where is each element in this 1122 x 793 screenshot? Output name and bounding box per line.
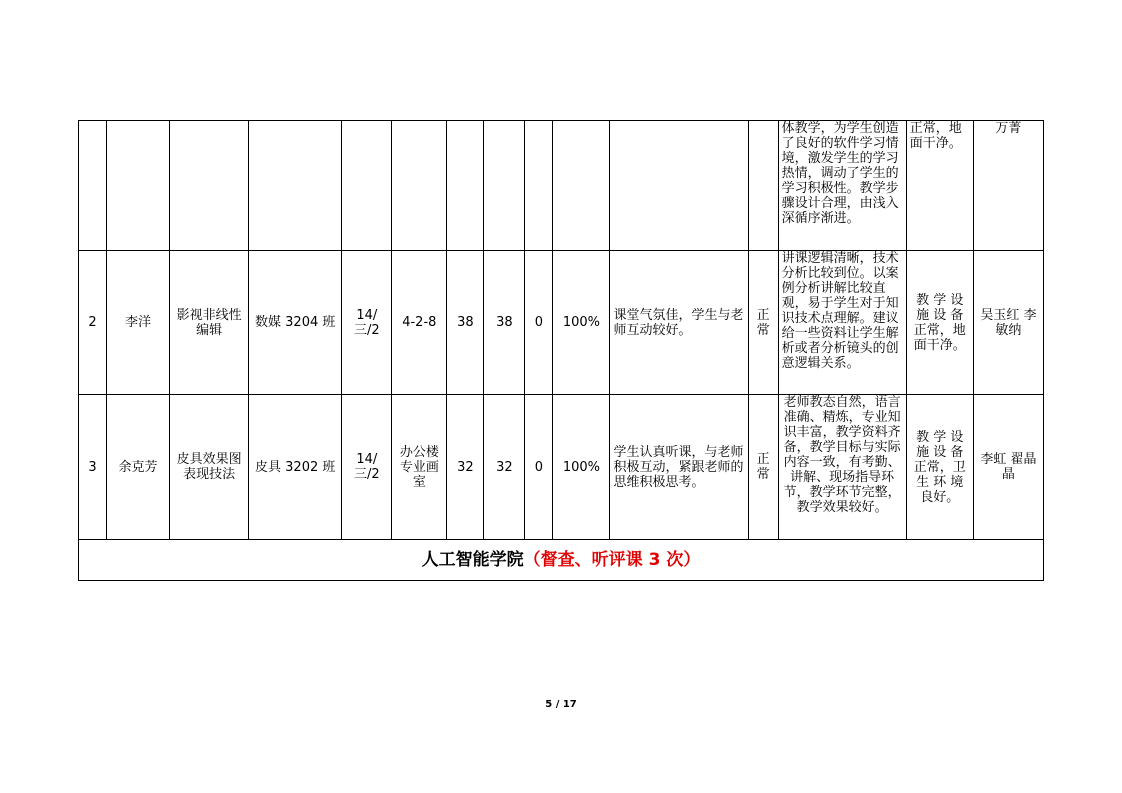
status-cell — [748, 121, 778, 251]
period-cell: 办公楼专业画室 — [392, 395, 447, 540]
table-row — [79, 121, 1044, 251]
situation-cell: 课堂气氛佳，学生与老师互动较好。 — [610, 251, 748, 395]
evaluation-cell: 讲课逻辑清晰，技术分析比较到位。以案例分析讲解比较直观，易于学生对于知识技术点理解。建议给一些资料让学生解析或者分析镜头的创意逻辑关系。 — [778, 251, 906, 395]
absent-cell: 0 — [525, 251, 553, 395]
inspector-cell: 吴玉红 李敏纳 — [973, 251, 1043, 395]
index-cell — [79, 121, 107, 251]
facility-cell: 正常，地面干净。 — [906, 121, 973, 251]
absent-cell: 0 — [525, 395, 553, 540]
inspector-cell: 李虹 翟晶晶 — [973, 395, 1043, 540]
situation-cell: 学生认真听课，与老师积极互动，紧跟老师的思维积极思考。 — [610, 395, 748, 540]
teacher-cell: 余克芳 — [107, 395, 170, 540]
evaluation-cell: 老师教态自然，语言准确、精炼，专业知识丰富，教学资料齐备，教学目标与实际内容一致，有考勤、讲解、现场指导环节，教学环节完整，教学效果较好。 — [778, 395, 906, 540]
situation-cell — [610, 121, 748, 251]
period-cell: 4-2-8 — [392, 251, 447, 395]
status-text: 正常 — [756, 307, 770, 338]
section-note: （督查、听评课 3 次） — [523, 549, 701, 570]
class-cell: 皮具 3202 班 — [249, 395, 342, 540]
class-cell — [249, 121, 342, 251]
rate-cell: 100% — [553, 395, 610, 540]
facility-cell: 教 学 设 施 设 备 正常，地面干净。 — [906, 251, 973, 395]
teacher-cell — [107, 121, 170, 251]
course-cell — [170, 121, 249, 251]
course-cell: 皮具效果图表现技法 — [170, 395, 249, 540]
evaluation-cell: 体教学，为学生创造了良好的软件学习情境，激发学生的学习热情，调动了学生的学习积极性。教学步骤设计合理，由浅入深循序渐进。 — [778, 121, 906, 251]
section-header-row — [79, 540, 1044, 581]
inspector-cell: 万菁 — [973, 121, 1043, 251]
actual-cell: 38 — [484, 251, 525, 395]
week-cell — [342, 121, 392, 251]
table-row — [79, 395, 1044, 540]
teacher-cell: 李洋 — [107, 251, 170, 395]
index-cell: 2 — [79, 251, 107, 395]
class-cell: 数媒 3204 班 — [249, 251, 342, 395]
rate-cell: 100% — [553, 251, 610, 395]
rate-cell — [553, 121, 610, 251]
period-cell — [392, 121, 447, 251]
week-cell: 14/三/2 — [342, 251, 392, 395]
absent-cell — [525, 121, 553, 251]
expected-cell — [447, 121, 484, 251]
expected-cell: 32 — [447, 395, 484, 540]
expected-cell: 38 — [447, 251, 484, 395]
section-title: 人工智能学院 — [421, 549, 524, 570]
inspection-table — [78, 120, 1044, 581]
index-cell: 3 — [79, 395, 107, 540]
status-text: 正常 — [756, 452, 770, 482]
week-cell: 14/三/2 — [342, 395, 392, 540]
actual-cell — [484, 121, 525, 251]
facility-cell: 教 学 设 施 设 备 正常，卫 生 环 境 良好。 — [906, 395, 973, 540]
status-cell — [748, 395, 778, 540]
status-cell — [748, 251, 778, 395]
page-number: 5 / 17 — [545, 699, 577, 710]
actual-cell: 32 — [484, 395, 525, 540]
course-cell: 影视非线性编辑 — [170, 251, 249, 395]
section-header — [79, 540, 1044, 581]
table-row — [79, 251, 1044, 395]
